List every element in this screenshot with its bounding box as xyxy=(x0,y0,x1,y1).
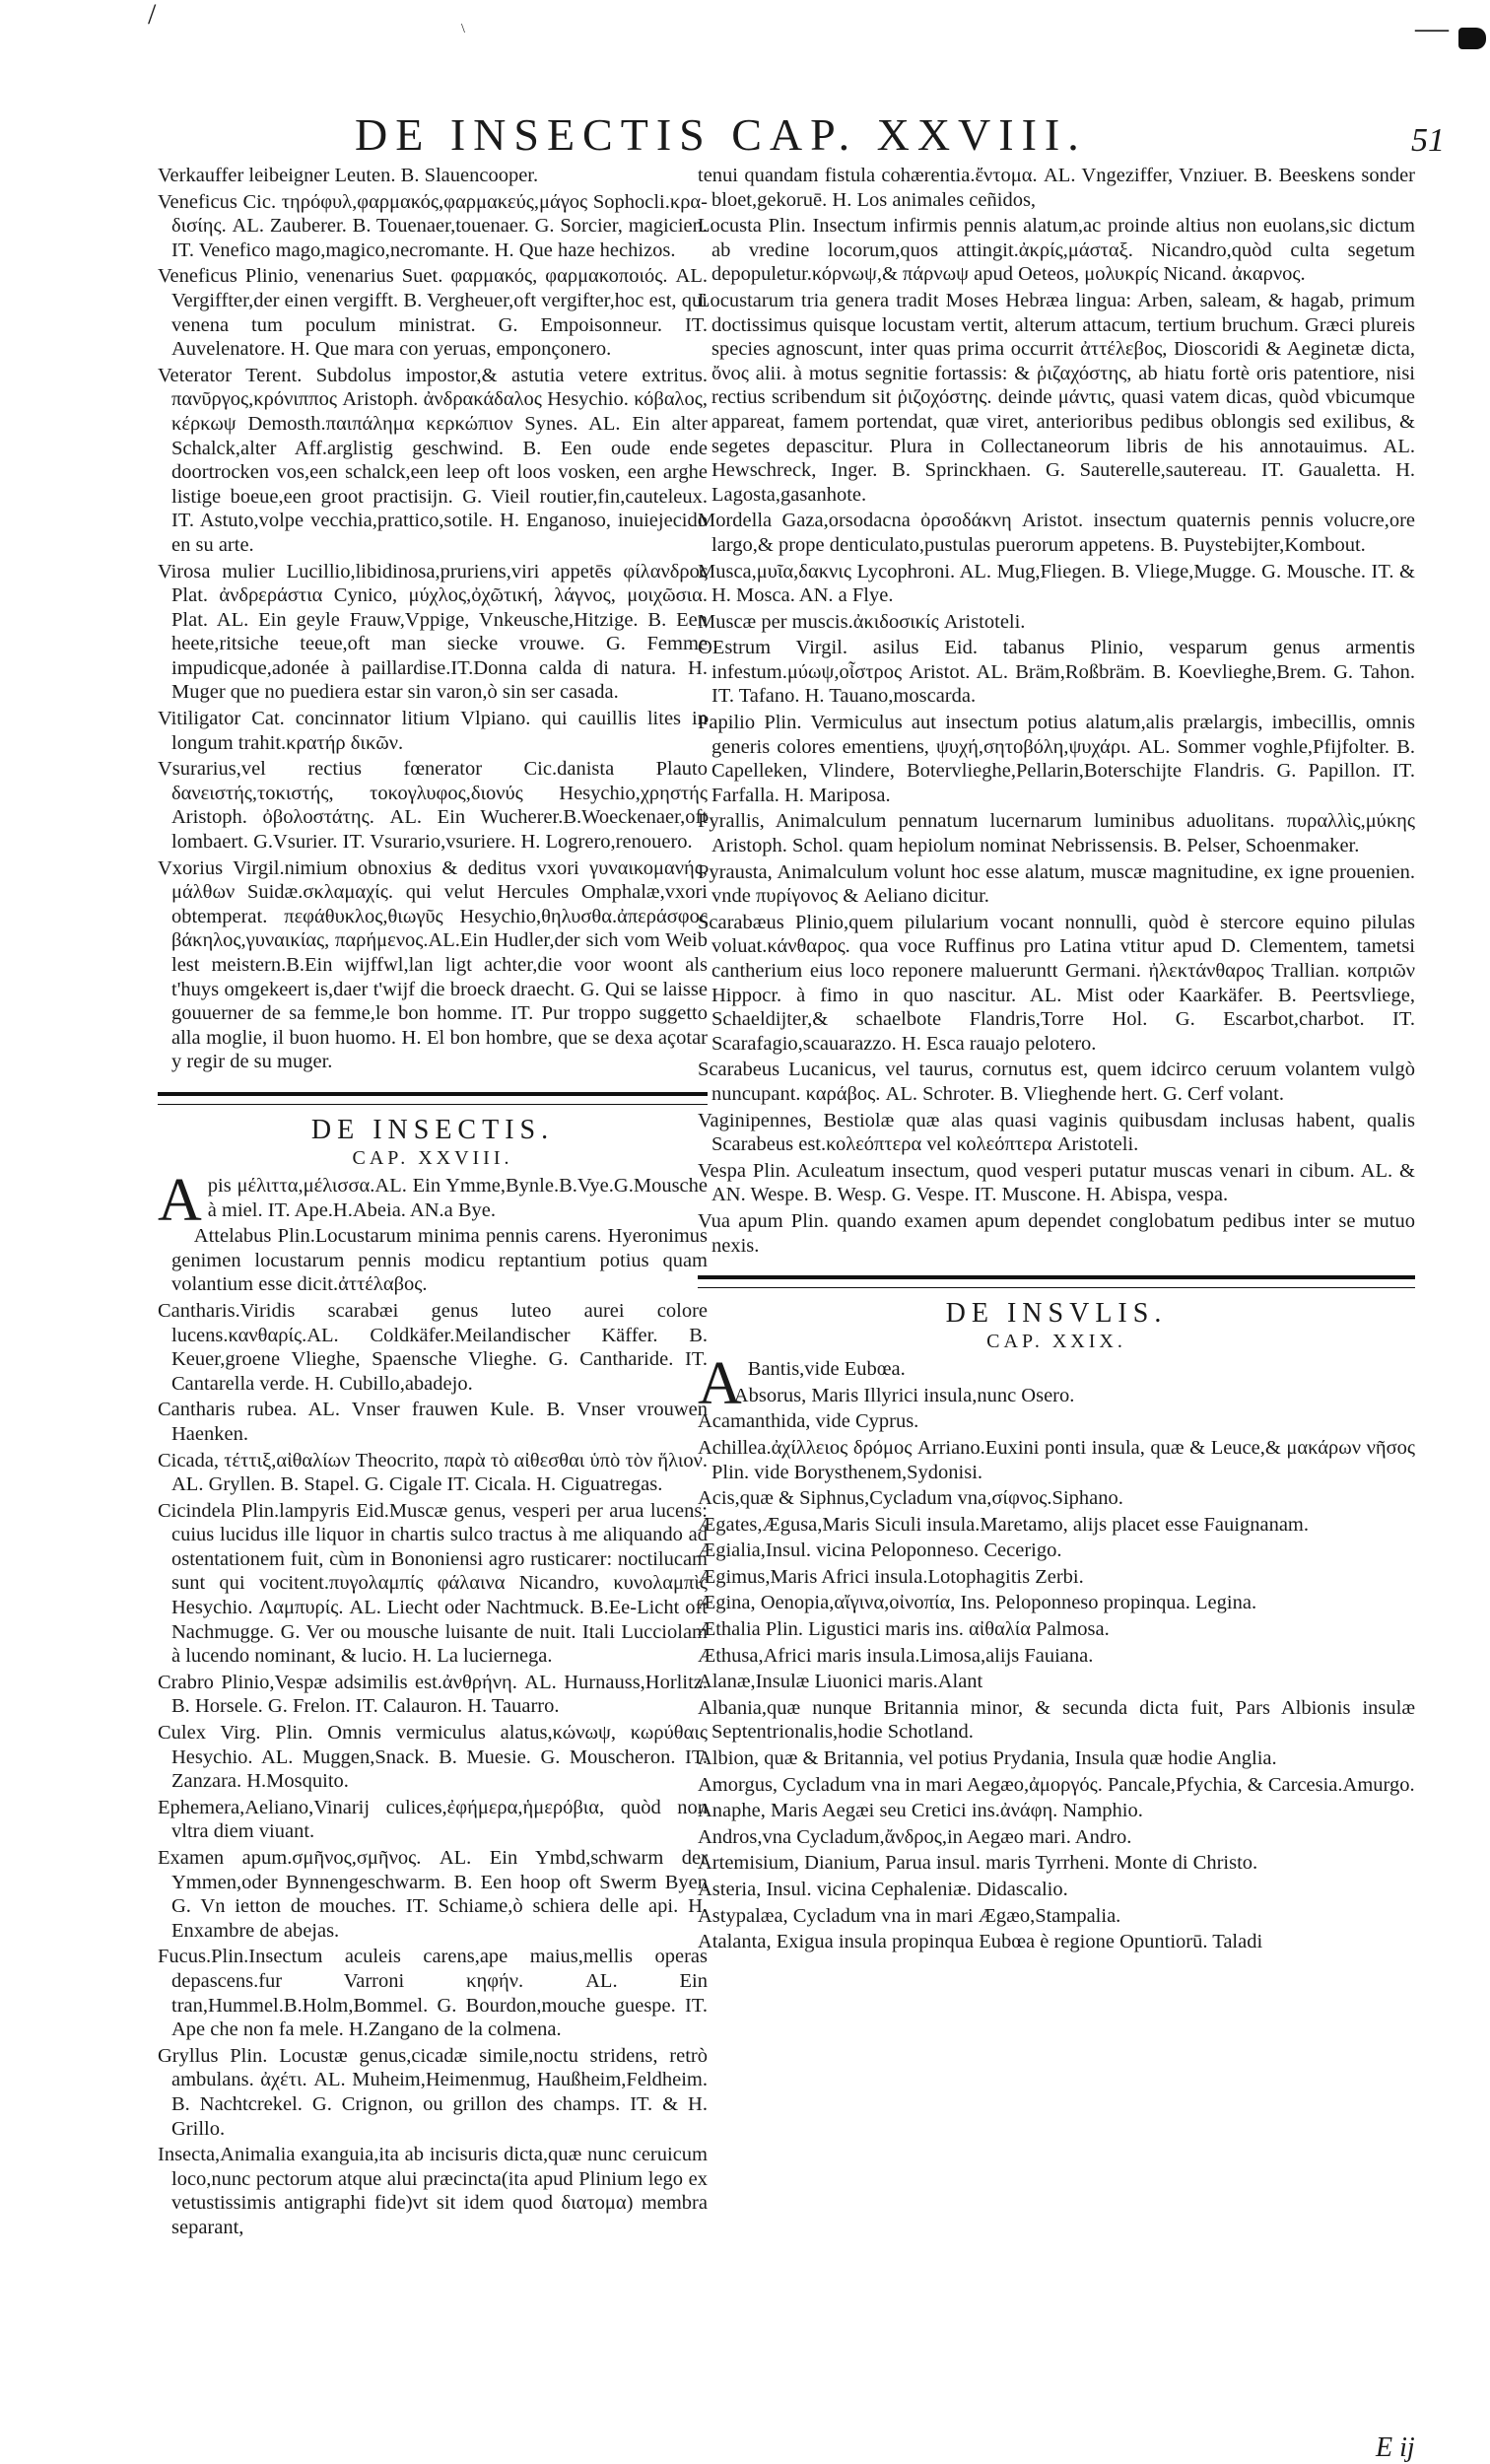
dictionary-entry: Crabro Plinio,Vespæ adsimilis est.ἀνθρήνη. AL. Hurnauss,Horlitz. B. Horsele. G. Frelon. IT. Calauron. H. Tauarro. xyxy=(158,1671,708,1718)
left-column xyxy=(158,164,708,2242)
top-right-mark: — xyxy=(1415,10,1449,46)
dictionary-entry: Astypalæa, Cycladum vna in mari Ægæo,Stampalia. xyxy=(698,1904,1121,1927)
dictionary-entry: Veneficus Cic. τηρόφυλ,φαρμακός,φαρμακεύς,μάγος Sophocli.κρα-δισίης. AL. Zauberer. B. Touenaer,touenaer. G. Sorcier, magicien. IT. Venefico mago,magico,necromante. H. Que haze hechizos. xyxy=(158,190,708,261)
dictionary-entry: Insecta,Animalia exanguia,ita ab incisuris dicta,quæ nunc ceruicum loco,nunc pectorum atque alui præcincta(ita apud Plinium lego ex vetustissimis antigraphi fide)vt sit idem quod διατομα) membra separant, xyxy=(158,2144,708,2238)
section-divider xyxy=(158,1092,708,1105)
section-title-insectis: DE INSECTIS. xyxy=(310,1114,555,1145)
dictionary-entry: Vsurarius,vel rectius fœnerator Cic.danista Plauto δανειστής,τοκιστής, τοκογλυφος,διονύς Hesychio,χρηστής Aristoph. ὀβολοστάτης. AL. Ein Wucherer.B.Woeckenaer,oft lombaert. G.Vsurier. IT. Vsurario,vsuriere. H. Logrero,renouero. xyxy=(158,758,708,854)
dictionary-entry: Atalanta, Exigua insula propinqua Eubœa è regione Opuntiorū. Taladi xyxy=(698,1931,1263,1953)
dictionary-entry: Cantharis.Viridis scarabæi genus luteo aurei colore lucens.κανθαρίς.AL. Coldkäfer.Meilandischer Käffer. B. Keuer,groene Vlieghe, Spaensche Vlieghe. G. Cantharide. IT. Cantarella verde. H. Cubillo,abadejo. xyxy=(158,1299,708,1395)
chapter-label: CAP. XXVIII. xyxy=(352,1146,513,1169)
dictionary-entry: Andros,vna Cycladum,ἄνδρος,in Aegæo mari. Andro. xyxy=(698,1825,1132,1848)
dictionary-entry: Ægina, Oenopia,αἴγινα,οἰνοπία, Ins. Peloponneso propinqua. Legina. xyxy=(698,1592,1257,1614)
dictionary-entry: Æthalia Plin. Ligustici maris ins. αἰθαλία Palmosa. xyxy=(698,1618,1110,1641)
dictionary-entry: Achillea.ἀχίλλειος δρόμος Arriano.Euxini ponti insula, quæ & Leuce,& μακάρων νῆσος Plin. vide Borysthenem,Sydonisi. xyxy=(698,1436,1415,1483)
section-divider xyxy=(698,1275,1415,1288)
signature-mark: E ij xyxy=(1376,2432,1415,2463)
dictionary-entry: Locusta Plin. Insectum infirmis pennis alatum,ac proinde altius non euolans,sic dictum ab vredine locorum,quos attingit.ἀκρίς,μάσταξ. Nicandro,quòd culta segetum depopuletur.κόρνωψ,& πάρνωψ apud Oeteos, μολυκρίς Nicand. ἀκαρνος. xyxy=(698,215,1415,286)
dictionary-entry: Attelabus Plin.Locustarum minima pennis carens. Hyeronimus genimen locustarum pennis modicu reptantium potius quam volantium esse dicit.ἀττέλαβος. xyxy=(171,1225,708,1296)
dictionary-entry: Fucus.Plin.Insectum aculeis carens,ape maius,mellis operas depascens.fur Varroni κηφήν. AL. Ein tran,Hummel.B.Holm,Bommel. G. Bourdon,mouche guespe. IT. Ape che non fa mele. H.Zangano de la colmena. xyxy=(158,1946,708,2041)
dictionary-entry: Absorus, Maris Illyrici insula,nunc Osero. xyxy=(733,1384,1075,1406)
dictionary-entry: Artemisium, Dianium, Parua insul. maris Tyrrheni. Monte di Christo. xyxy=(698,1852,1258,1875)
dictionary-entry: Vua apum Plin. quando examen apum dependet conglobatum pedibus inter se mutuo nexis. xyxy=(698,1209,1415,1257)
dictionary-entry: Vxorius Virgil.nimium obnoxius & deditus vxori γυναικομανής, μάλθων Suidæ.σκλαμαχίς. qui velut Hercules Omphalæ,vxori obtemperat. πεφάθυκλος,θιωγῦς Hesychio,θηλυσθα.ἀπεράσφος βάκηλος,γυναικίας, παρήμενος.AL.Ein Hudler,der sich vom Weib lest meistern.B.Ein wijffwl,lan ligt achter,die voor woont als t'huys omgekeert is,daer t'wijf die broeck draecht. G. Qui se laisse gouuerner de sa femme,le bon homme. IT. Pur troppo suggetto alla moglie, il buon huomo. H. El bon hombre, que se dexa açotar y regir de su muger. xyxy=(158,856,708,1073)
corner-mark: / xyxy=(148,0,157,31)
dictionary-entry: Veneficus Plinio, venenarius Suet. φαρμακός, φαρμακοποιός. AL. Vergiffter,der einen vergifft. B. Vergheuer,oft vergifter,hoc est, qui venena tum poculum ministrat. G. Empoisonneur. IT. Auvelenatore. H. Que mara con yeruas, emponçonero. xyxy=(158,265,708,361)
page-number: 51 xyxy=(1411,122,1445,159)
dictionary-entry: tenui quandam fistula cohærentia.ἔντομα. AL. Vngeziffer, Vnziuer. B. Beeskens sonder bloet,gekoruē. H. Los animales ceñidos, xyxy=(698,165,1415,211)
dictionary-entry: Vespa Plin. Aculeatum insectum, quod vesperi putatur muscas venari in cibum. AL. & AN. Wespe. B. Wesp. G. Vespe. IT. Muscone. H. Abispa, vespa. xyxy=(698,1159,1415,1206)
dictionary-entry: Muscæ per muscis.ἀκιδοσικίς Aristoteli. xyxy=(698,610,1026,633)
dictionary-entry: Cicada, τέττιξ,αἰθαλίων Theocrito, παρὰ τὸ αἰθεσθαι ὑπὸ τὸν ἥλιον. AL. Gryllen. B. Stapel. G. Cigale IT. Cicala. H. Ciguatregas. xyxy=(158,1449,708,1496)
dictionary-entry: Musca,μυῖα,δακνις Lycophroni. AL. Mug,Fliegen. B. Vliege,Mugge. G. Mousche. IT. & H. Mosca. AN. a Flye. xyxy=(698,560,1415,607)
dictionary-entry: Examen apum.σμῆνος,σμῆνος. AL. Ein Ymbd,schwarm der Ymmen,oder Bynnengeschwarm. B. Een hoop oft Swerm Byen G. Vn ietton de mouches. IT. Schiame,ò schiera delle api. H. Enxambre de abejas. xyxy=(158,1847,708,1942)
dictionary-entry: Anaphe, Maris Aegæi seu Cretici ins.ἀνάφη. Namphio. xyxy=(698,1800,1143,1822)
dictionary-entry: Pyrallis, Animalculum pennatum lucernarum luminibus aduolitans. πυραλλὶς,μύκης Aristoph. Schol. quam hepiolum nominat Nebrissensis. B. Pelser, Schoenmaker. xyxy=(698,810,1415,857)
dictionary-entry: Ægialia,Insul. vicina Peloponneso. Cecerigo. xyxy=(698,1540,1062,1562)
dictionary-entry: OEstrum Virgil. asilus Eid. tabanus Plinio, vesparum genus armentis infestum.μύωψ,οἶστρος Aristot. AL. Bräm,Roßbräm. B. Koevlieghe,Brem. G. Tahon. IT. Tafano. H. Tauano,moscarda. xyxy=(698,637,1415,708)
dictionary-entry: Acamanthida, vide Cyprus. xyxy=(698,1410,919,1433)
dictionary-entry: Albania,quæ nunque Britannia minor, & secunda dicta fuit, Pars Albionis insulæ Septentrionalis,hodie Schotland. xyxy=(698,1696,1415,1744)
dictionary-entry: Acis,quæ & Siphnus,Cycladum vna,σίφνος.Siphano. xyxy=(698,1487,1123,1510)
dictionary-entry: Locustarum tria genera tradit Moses Hebræa lingua: Arben, saleam, & hagab, primum doctissimus quisque locustam vertit, alterum attacum, tertium bruchum. Græci plureis species agnoscunt, inter quas prima occurrit ἀττέλεβος, Dioscoridi & Aeginetæ dicta, ὄνος alii. à motus segnitie fortassis: & ῥιζαχόστης, ab hiatu fortè oris patentiore, nisi rectius scribendum sit ῥιζοχόστης. deinde μάντις, quasi vatem dicas, quòd vbicumque appareat, famem portendat, quæ viret, anterioribus pedibus oblongis sed exilibus, & segetes depascitur. Plura in Collectaneorum libris de his annotauimus. AL. Hewschreck, Inger. B. Sprinckhaen. G. Sauterelle,sautereau. IT. Gaualetta. H. Lagosta,gasanhote. xyxy=(698,289,1415,506)
dictionary-entry: Gryllus Plin. Locustæ genus,cicadæ simile,noctu stridens, retrò ambulans. ἀχέτι. AL. Muheim,Heimenmug, Haußheim,Feldheim. B. Nachtcrekel. G. Crignon, ou grillon des champs. IT. & H. Grillo. xyxy=(158,2044,708,2140)
dictionary-entry xyxy=(158,1166,708,1234)
dictionary-entry: Verkauffer leibeigner Leuten. B. Slauencooper. xyxy=(158,165,539,186)
dictionary-entry: Virosa mulier Lucillio,libidinosa,pruriens,viri appetēs φίλανδρος Plat. ἀνδρεράστια Cynico, μύχλος,ὀχῶτική, λάγνος, μοιχῶσια. Plat. AL. Ein geyle Frauw,Vppige, Vnkeusche,Hitzige. B. Een heete,ritsiche teeue,oft man siecke vrouwe. G. Femme impudicque,adonée à paillardise.IT.Donna calda di natura. H. Muger que no puediera estar sin varon,ò sin ser casada. xyxy=(158,560,708,704)
dictionary-entry: Mordella Gaza,orsodacna ὀρσοδάκνη Aristot. insectum quaternis pennis volucre,ore largo,& prope denticulato,pustulas puerorum appetens. B. Puystebijter,Kombout. xyxy=(698,510,1415,556)
entry-text: Bantis,vide Eubœa. xyxy=(747,1358,906,1381)
dictionary-entry: Asteria, Insul. vicina Cephaleniæ. Didascalio. xyxy=(698,1879,1068,1900)
drop-cap: A xyxy=(698,1350,742,1418)
dictionary-entry: Cicindela Plin.lampyris Eid.Muscæ genus, vesperi per arua lucens: cuius lucidus ille liquor in chartis sulco tractus à me aliquando ad ostentationem fuit, cùm in Bononiensi agro rusticarer: noctilucam sunt qui vocitent.πυγολαμπίς φάλαινα Nicandro, κυνολαμπὶς Hesychio. Λαμπυρίς. AL. Liecht oder Nachtmuck. B.Ee-Licht oft Nachmugge. G. Ver ou mousche luisante de nuit. Itali Lucciolam à lucendo nominant, & lucio. H. La luciernega. xyxy=(158,1499,708,1668)
dictionary-entry: Ægimus,Maris Africi insula.Lotophagitis Zerbi. xyxy=(698,1565,1084,1588)
dictionary-entry: Æthusa,Africi maris insula.Limosa,alijs Fauiana. xyxy=(698,1644,1094,1667)
dictionary-entry: Alanæ,Insulæ Liuonici maris.Alant xyxy=(698,1671,983,1693)
dictionary-entry: Pyrausta, Animalculum volunt hoc esse alatum, muscæ magnitudine, ex igne prouenien. vnde πυρίγονος & Aeliano dicitur. xyxy=(698,860,1415,908)
section-title-insulis: DE INSVLIS. xyxy=(945,1298,1168,1330)
dictionary-entry: Scarabæus Plinio,quem pilularium vocant nonnulli, quòd è stercore equino pilulas voluat.κάνθαρος. qua voce Ruffinus pro Latina vtitur apud D. Clementem, tametsi cantherium eius loco reponere malueruntt Germani. ἠλεκτάνθαρος Trallian. κοπριῶν Hippocr. à fimo in quo nascitur. AL. Mist oder Kaarkäfer. B. Peertsvliege, Schaeldijter,& schaelbote Flandris,Torre Hol. G. Escarbot,charbot. IT. Scarafagio,scauarazzo. H. Esca rauajo pelotero. xyxy=(698,911,1415,1055)
dictionary-entry: Culex Virg. Plin. Omnis vermiculus alatus,κώνωψ, κωρύθαις Hesychio. AL. Muggen,Snack. B. Muesie. G. Mouscheron. IT. Zanzara. H.Mosquito. xyxy=(158,1722,708,1793)
dictionary-entry: Veterator Terent. Subdolus impostor,& astutia vetere extritus. πανῦργος,κρόνιππος Aristoph. ἀνδρακάδαλος Hesychio. κόβαλος, κέρκωψ Demosth.παιπάλημα κερκώπιον Synes. AL. Ein alter Schalck,alter Aff.arglistig geschwind. B. Een oude ende doortrocken vos,een schalck,een leep oft loos vosken, een arghe listige boeue,een groot practisijn. G. Vieil routier,fin,cauteleux. IT. Astuto,volpe vecchia,prattico,sotile. H. Enganoso, inuiejecido en su arte. xyxy=(158,364,708,556)
ink-blot-icon xyxy=(1458,28,1486,49)
right-column xyxy=(698,164,1415,1956)
dictionary-entry: Cantharis rubea. AL. Vnser frauwen Kule. B. Vnser vrouwen Haenken. xyxy=(158,1399,708,1445)
dictionary-entry: Albion, quæ & Britannia, vel potius Prydania, Insula quæ hodie Anglia. xyxy=(698,1747,1277,1770)
entry-text: pis μέλιττα,μέλισσα.AL. Ein Ymme,Bynle.B.Vye.G.Mousche à miel. IT. Ape.H.Abeia. AN.a Bye. xyxy=(207,1174,708,1221)
running-head: DE INSECTIS CAP. XXVIII. xyxy=(355,109,1087,160)
dictionary-entry: Papilio Plin. Vermiculus aut insectum potius alatum,alis prælargis, imbecillis, omnis generis colores ementiens, ψυχή,σητοβόλη,ψυχάρι. AL. Sommer voghle,Pfijfolter. B. Capelleken, Vlindere, Botervlieghe,Pellarin,Boterschijte Flandris. G. Papillon. IT. Farfalla. H. Mariposa. xyxy=(698,712,1415,806)
dictionary-entry: Vaginipennes, Bestiolæ quæ alas quasi vaginis quibusdam inclusas habent, qualis Scarabeus est.κολεόπτερα vel κολεόπτερα Aristoteli. xyxy=(698,1109,1415,1156)
dictionary-entry: Vitiligator Cat. concinnator litium Vlpiano. qui cauillis lites in longum trahit.κρατήρ δικῶν. xyxy=(158,708,708,754)
margin-tick: \ xyxy=(461,22,465,36)
drop-cap: A xyxy=(158,1166,202,1234)
dictionary-entry: Scarabeus Lucanicus, vel taurus, cornutus est, quem idcirco ceruum volantem vulgò nuncupant. καράβος. AL. Schroter. B. Vlieghende hert. G. Cerf volant. xyxy=(698,1059,1415,1105)
dictionary-entry: Ephemera,Aeliano,Vinarij culices,ἐφήμερα,ἡμερόβια, quòd non vltra diem viuant. xyxy=(158,1796,708,1843)
dictionary-entry: Amorgus, Cycladum vna in mari Aegæo,ἀμοργός. Pancale,Pfychia, & Carcesia.Amurgo. xyxy=(698,1773,1415,1796)
chapter-label: CAP. XXIX. xyxy=(986,1331,1126,1353)
dictionary-entry: Ægates,Ægusa,Maris Siculi insula.Maretamo, alijs placet esse Fauignanam. xyxy=(698,1513,1309,1536)
